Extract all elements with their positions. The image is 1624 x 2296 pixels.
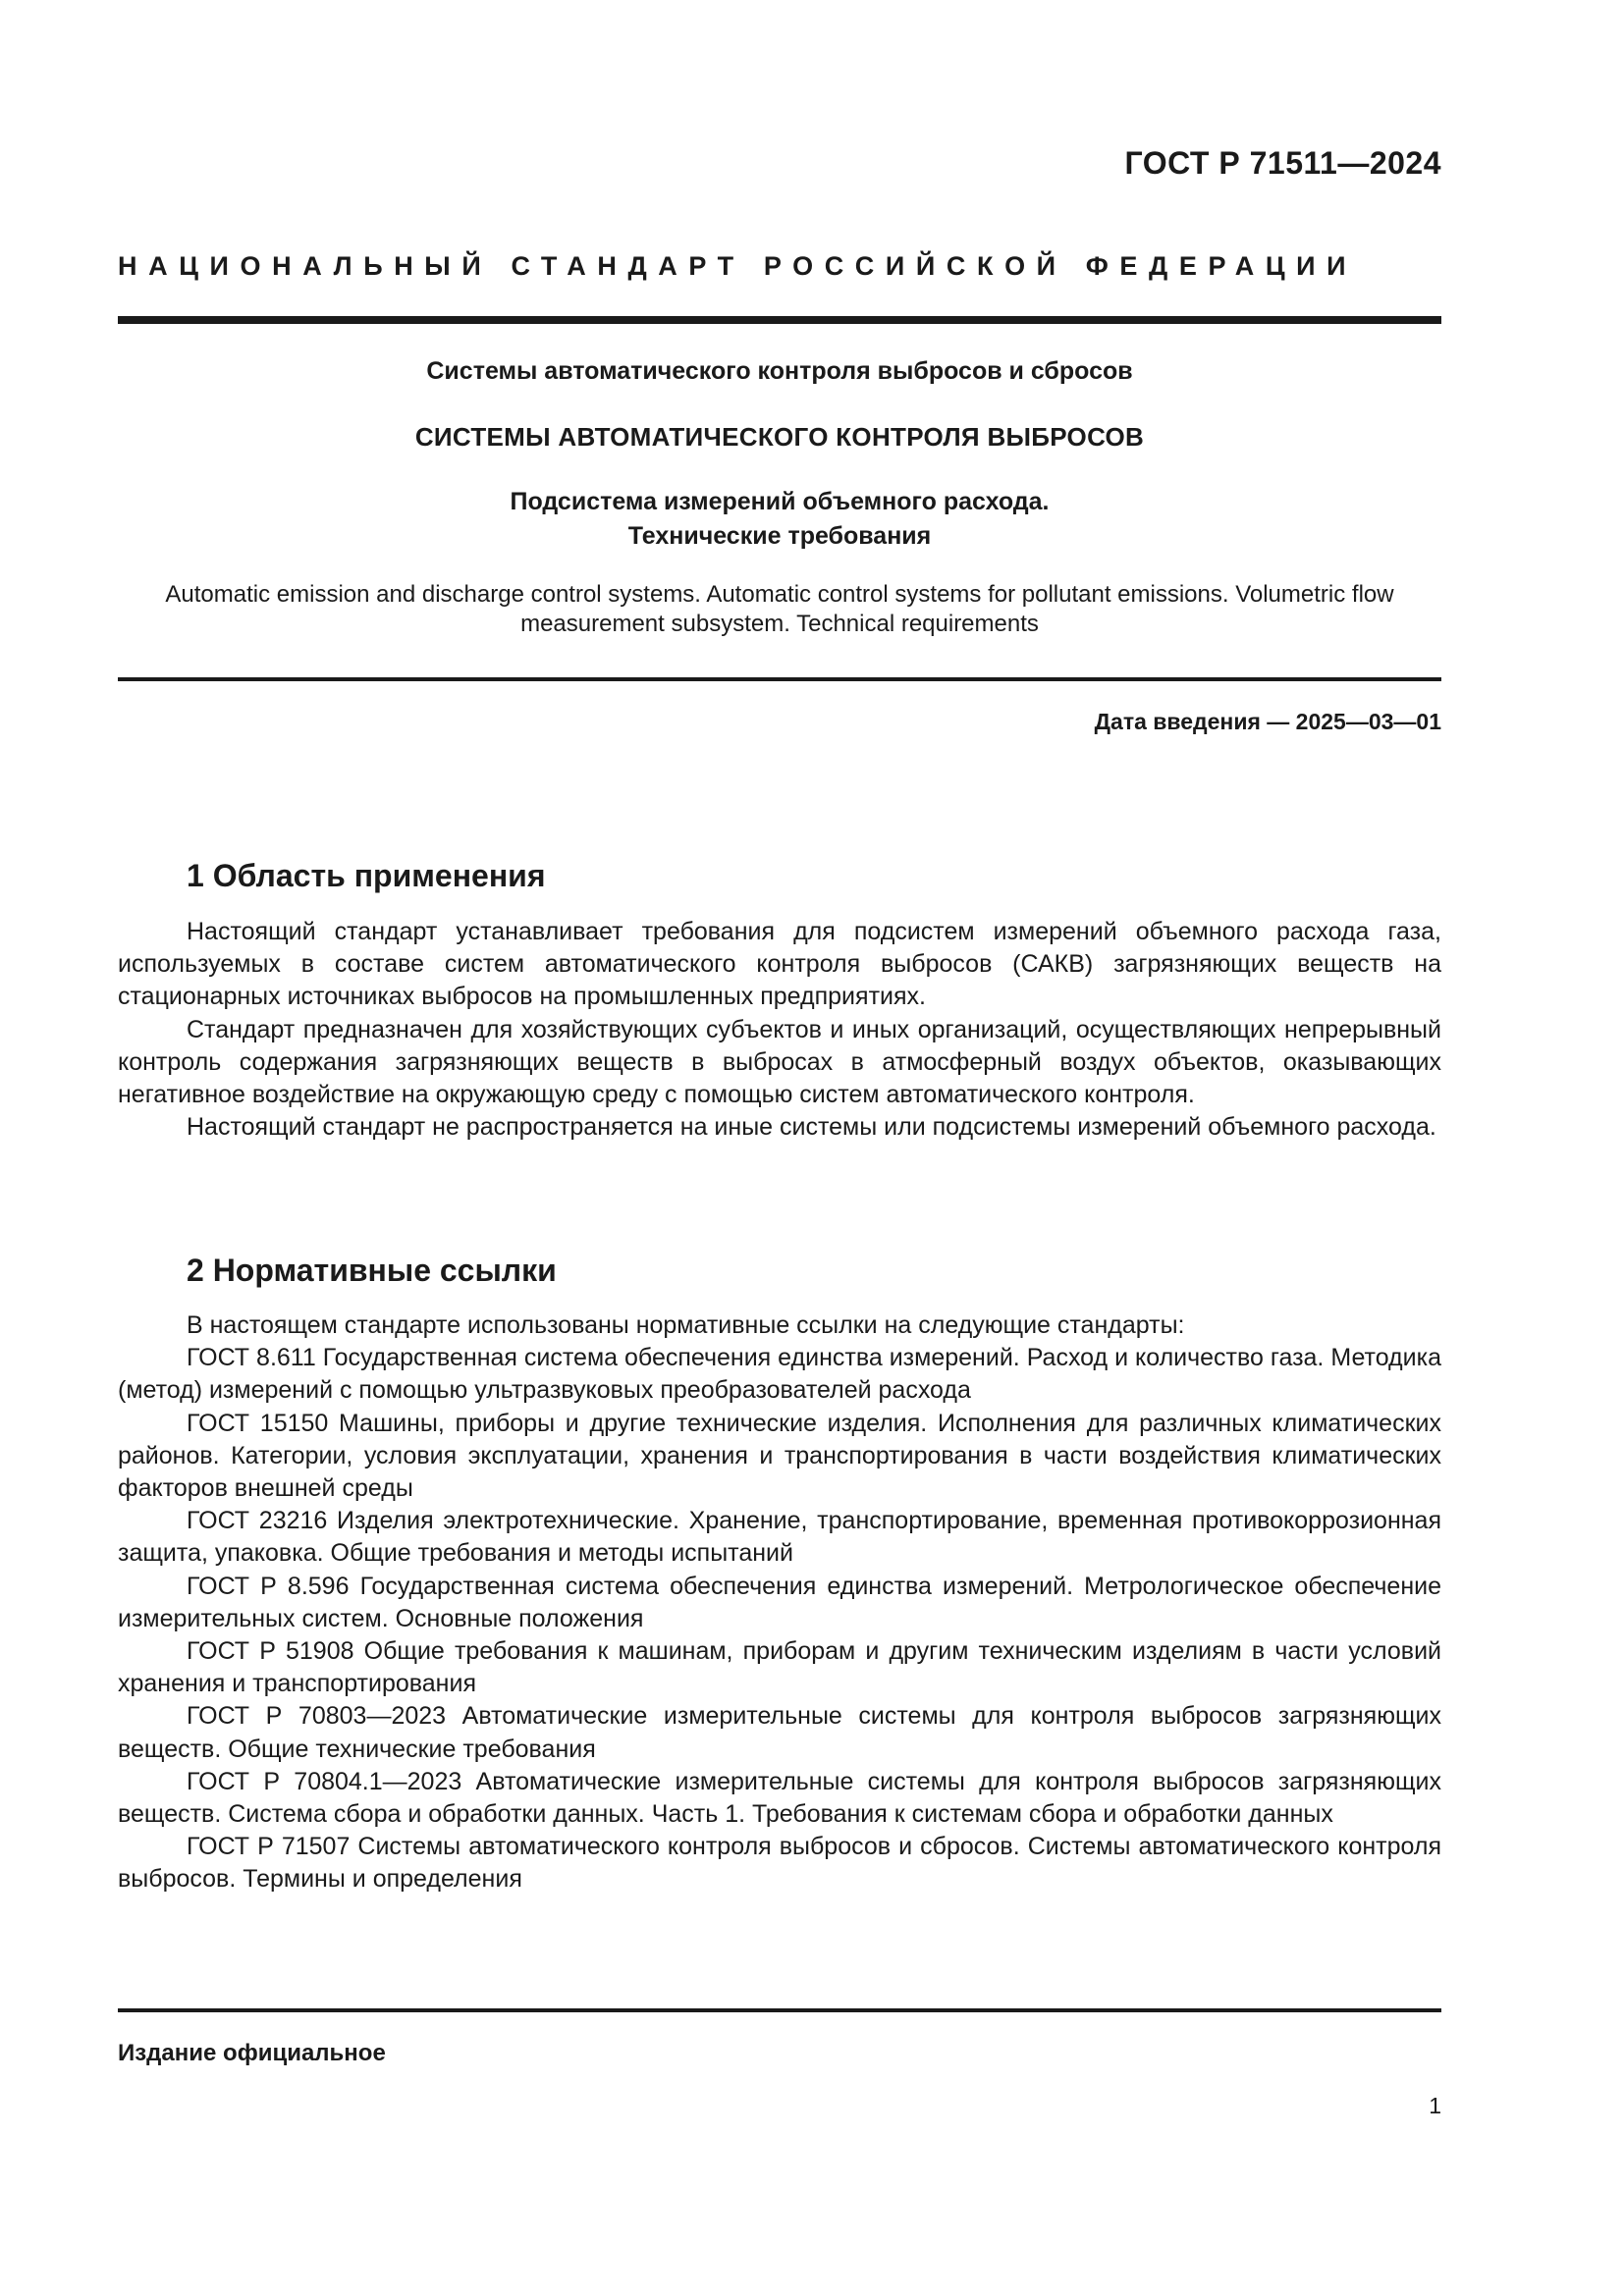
- reference-item: ГОСТ Р 8.596 Государственная система обеспечения единства измерений. Метрологическое обеспечение измерительных систем. Основные положения: [118, 1572, 1441, 1632]
- paragraph: В настоящем стандарте использованы нормативные ссылки на следующие стандарты:: [187, 1311, 1185, 1339]
- subtitle: [118, 485, 1441, 554]
- reference-item: ГОСТ Р 51908 Общие требования к машинам, приборам и другим техническим изделиям в части условий хранения и транспортирования: [118, 1637, 1441, 1698]
- series-title: Системы автоматического контроля выбросов и сбросов: [426, 357, 1133, 385]
- footer-divider: [118, 2008, 1441, 2012]
- national-standard-banner: НАЦИОНАЛЬНЫЙ СТАНДАРТ РОССИЙСКОЙ ФЕДЕРАЦИИ: [118, 251, 1358, 281]
- main-title: СИСТЕМЫ АВТОМАТИЧЕСКОГО КОНТРОЛЯ ВЫБРОСОВ: [414, 422, 1145, 452]
- section-1-body: [118, 916, 1441, 1144]
- subtitle-line-1: Подсистема измерений объемного расхода.: [510, 488, 1050, 515]
- reference-item: ГОСТ Р 71507 Системы автоматического контроля выбросов и сбросов. Системы автоматического контроля выбросов. Термины и определения: [118, 1833, 1441, 1894]
- section-2-body: [118, 1309, 1441, 1896]
- introduction-date: Дата введения — 2025—03—01: [1094, 709, 1441, 734]
- page-number: 1: [1429, 2093, 1441, 2118]
- reference-item: ГОСТ 8.611 Государственная система обеспечения единства измерений. Расход и количество газа. Методика (метод) измерений с помощью ультразвуковых преобразователей расхода: [118, 1344, 1441, 1405]
- section-2-heading: 2 Нормативные ссылки: [187, 1253, 557, 1288]
- reference-item: ГОСТ 15150 Машины, приборы и другие технические изделия. Исполнения для различных климатических районов. Категории, условия эксплуатации, хранения и транспортирования в части воздействия климатических факторов внешней среды: [118, 1409, 1441, 1503]
- title-divider: [118, 677, 1441, 681]
- paragraph: Стандарт предназначен для хозяйствующих субъектов и иных организаций, осуществляющих непрерывный контроль содержания загрязняющих веществ в выбросах в атмосферный воздух объектов, оказывающих негативное воздействие на окружающую среду с помощью систем автоматического контроля.: [118, 1015, 1441, 1109]
- header-divider: [118, 316, 1441, 324]
- reference-item: ГОСТ Р 70804.1—2023 Автоматические измерительные системы для контроля выбросов загрязняющих веществ. Система сбора и обработки данных. Часть 1. Требования к системам сбора и обработки данных: [118, 1767, 1441, 1829]
- paragraph: Настоящий стандарт устанавливает требования для подсистем измерений объемного расхода газа, используемых в составе систем автоматического контроля выбросов (САКВ) загрязняющих веществ на стационарных источниках выбросов на промышленных предприятиях.: [118, 918, 1441, 1011]
- subtitle-line-2: Технические требования: [627, 522, 932, 550]
- official-edition-label: Издание официальное: [118, 2040, 386, 2066]
- reference-item: ГОСТ Р 70803—2023 Автоматические измерительные системы для контроля выбросов загрязняющих веществ. Общие технические требования: [118, 1702, 1441, 1763]
- english-title-line-2: measurement subsystem. Technical requirements: [520, 611, 1039, 637]
- document-number: ГОСТ Р 71511—2024: [1124, 145, 1441, 181]
- paragraph: Настоящий стандарт не распространяется на иные системы или подсистемы измерений объемного расхода.: [187, 1113, 1436, 1142]
- english-title: [118, 580, 1441, 639]
- english-title-line-1: Automatic emission and discharge control systems. Automatic control systems for pollutant emissions. Volumetric flow: [165, 581, 1394, 608]
- reference-item: ГОСТ 23216 Изделия электротехнические. Хранение, транспортирование, временная противокоррозионная защита, упаковка. Общие требования и методы испытаний: [118, 1507, 1441, 1568]
- section-1-heading: 1 Область применения: [187, 858, 546, 893]
